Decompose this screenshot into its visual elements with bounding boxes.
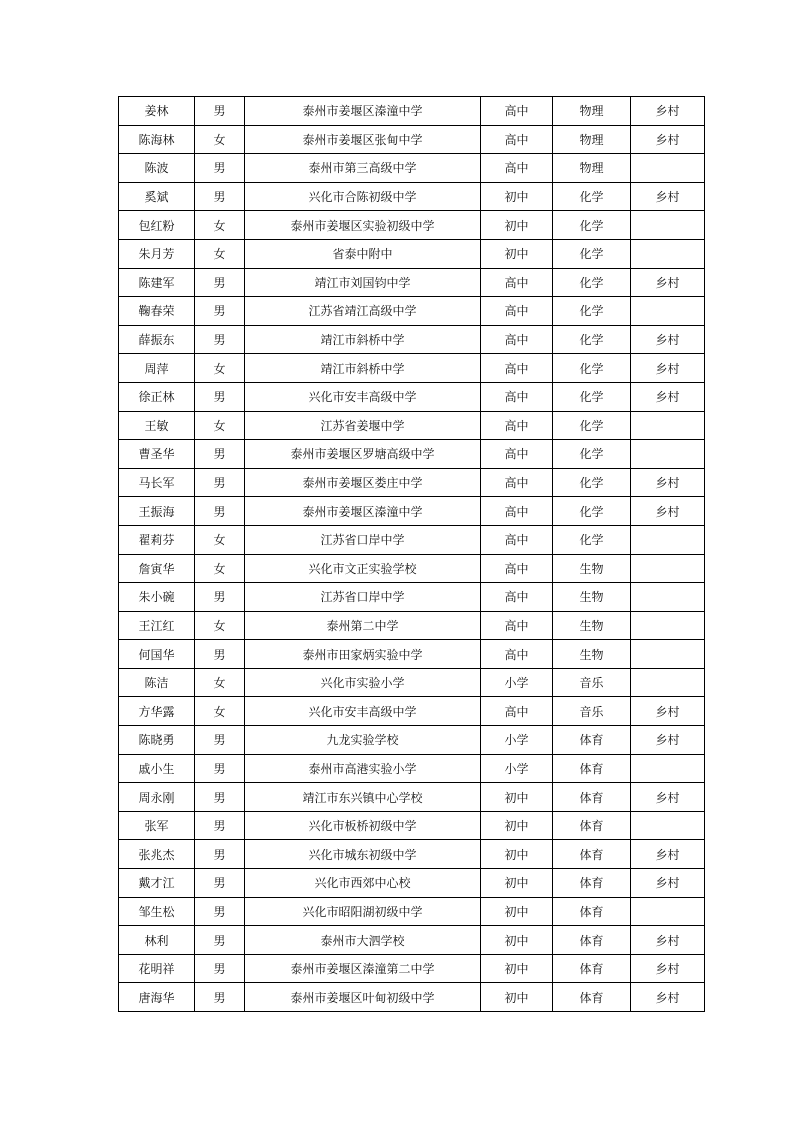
gender-cell: 男 bbox=[195, 297, 245, 326]
teacher-roster-table bbox=[118, 96, 705, 1012]
subject-cell: 物理 bbox=[553, 154, 631, 183]
school-level-cell: 高中 bbox=[481, 525, 553, 554]
gender-cell: 男 bbox=[195, 869, 245, 898]
rural-flag-cell bbox=[631, 668, 705, 697]
rural-flag-cell bbox=[631, 640, 705, 669]
rural-flag-cell bbox=[631, 411, 705, 440]
subject-cell: 化学 bbox=[553, 525, 631, 554]
school-level-cell: 高中 bbox=[481, 468, 553, 497]
subject-cell: 物理 bbox=[553, 125, 631, 154]
school-cell: 泰州市大泗学校 bbox=[245, 926, 481, 955]
teacher-name-cell: 陈晓勇 bbox=[119, 726, 195, 755]
teacher-name-cell: 邹生松 bbox=[119, 897, 195, 926]
table-row bbox=[119, 840, 705, 869]
teacher-name-cell: 曹圣华 bbox=[119, 440, 195, 469]
subject-cell: 体育 bbox=[553, 840, 631, 869]
teacher-name-cell: 张兆杰 bbox=[119, 840, 195, 869]
table-row bbox=[119, 468, 705, 497]
gender-cell: 女 bbox=[195, 211, 245, 240]
school-level-cell: 初中 bbox=[481, 926, 553, 955]
school-cell: 泰州市姜堰区溱潼第二中学 bbox=[245, 954, 481, 983]
school-cell: 兴化市板桥初级中学 bbox=[245, 811, 481, 840]
rural-flag-cell: 乡村 bbox=[631, 726, 705, 755]
teacher-name-cell: 詹寅华 bbox=[119, 554, 195, 583]
teacher-name-cell: 陈波 bbox=[119, 154, 195, 183]
school-cell: 兴化市昭阳湖初级中学 bbox=[245, 897, 481, 926]
subject-cell: 体育 bbox=[553, 926, 631, 955]
school-cell: 江苏省姜堰中学 bbox=[245, 411, 481, 440]
teacher-name-cell: 张军 bbox=[119, 811, 195, 840]
gender-cell: 男 bbox=[195, 468, 245, 497]
gender-cell: 男 bbox=[195, 268, 245, 297]
table-row bbox=[119, 268, 705, 297]
rural-flag-cell: 乡村 bbox=[631, 268, 705, 297]
table-row bbox=[119, 497, 705, 526]
school-level-cell: 高中 bbox=[481, 382, 553, 411]
rural-flag-cell: 乡村 bbox=[631, 840, 705, 869]
teacher-name-cell: 翟莉芬 bbox=[119, 525, 195, 554]
gender-cell: 男 bbox=[195, 440, 245, 469]
gender-cell: 男 bbox=[195, 754, 245, 783]
gender-cell: 男 bbox=[195, 325, 245, 354]
table-row bbox=[119, 211, 705, 240]
rural-flag-cell bbox=[631, 554, 705, 583]
gender-cell: 女 bbox=[195, 354, 245, 383]
rural-flag-cell bbox=[631, 211, 705, 240]
school-level-cell: 小学 bbox=[481, 668, 553, 697]
school-cell: 靖江市斜桥中学 bbox=[245, 354, 481, 383]
teacher-name-cell: 王敏 bbox=[119, 411, 195, 440]
school-level-cell: 高中 bbox=[481, 325, 553, 354]
subject-cell: 化学 bbox=[553, 354, 631, 383]
gender-cell: 男 bbox=[195, 926, 245, 955]
teacher-name-cell: 周永刚 bbox=[119, 783, 195, 812]
teacher-name-cell: 方华露 bbox=[119, 697, 195, 726]
rural-flag-cell: 乡村 bbox=[631, 382, 705, 411]
school-cell: 省泰中附中 bbox=[245, 239, 481, 268]
rural-flag-cell: 乡村 bbox=[631, 869, 705, 898]
subject-cell: 体育 bbox=[553, 811, 631, 840]
teacher-name-cell: 马长军 bbox=[119, 468, 195, 497]
rural-flag-cell: 乡村 bbox=[631, 926, 705, 955]
school-level-cell: 初中 bbox=[481, 783, 553, 812]
school-cell: 泰州市姜堰区溱潼中学 bbox=[245, 497, 481, 526]
school-cell: 靖江市刘国钧中学 bbox=[245, 268, 481, 297]
teacher-name-cell: 陈建军 bbox=[119, 268, 195, 297]
school-cell: 泰州市姜堰区溱潼中学 bbox=[245, 97, 481, 126]
school-cell: 泰州市姜堰区实验初级中学 bbox=[245, 211, 481, 240]
rural-flag-cell bbox=[631, 811, 705, 840]
school-level-cell: 高中 bbox=[481, 297, 553, 326]
subject-cell: 化学 bbox=[553, 440, 631, 469]
school-level-cell: 初中 bbox=[481, 811, 553, 840]
gender-cell: 男 bbox=[195, 954, 245, 983]
teacher-name-cell: 戴才江 bbox=[119, 869, 195, 898]
gender-cell: 男 bbox=[195, 154, 245, 183]
school-cell: 泰州市田家炳实验中学 bbox=[245, 640, 481, 669]
subject-cell: 体育 bbox=[553, 869, 631, 898]
table-row bbox=[119, 611, 705, 640]
rural-flag-cell: 乡村 bbox=[631, 697, 705, 726]
subject-cell: 化学 bbox=[553, 268, 631, 297]
rural-flag-cell: 乡村 bbox=[631, 325, 705, 354]
rural-flag-cell bbox=[631, 611, 705, 640]
subject-cell: 化学 bbox=[553, 411, 631, 440]
subject-cell: 生物 bbox=[553, 583, 631, 612]
school-level-cell: 高中 bbox=[481, 640, 553, 669]
teacher-name-cell: 唐海华 bbox=[119, 983, 195, 1012]
rural-flag-cell: 乡村 bbox=[631, 354, 705, 383]
subject-cell: 化学 bbox=[553, 182, 631, 211]
subject-cell: 生物 bbox=[553, 640, 631, 669]
school-cell: 江苏省靖江高级中学 bbox=[245, 297, 481, 326]
rural-flag-cell: 乡村 bbox=[631, 783, 705, 812]
school-cell: 泰州市姜堰区罗塘高级中学 bbox=[245, 440, 481, 469]
table-row bbox=[119, 583, 705, 612]
gender-cell: 男 bbox=[195, 182, 245, 211]
subject-cell: 物理 bbox=[553, 97, 631, 126]
table-row bbox=[119, 182, 705, 211]
gender-cell: 女 bbox=[195, 554, 245, 583]
school-cell: 兴化市合陈初级中学 bbox=[245, 182, 481, 211]
school-level-cell: 初中 bbox=[481, 211, 553, 240]
school-level-cell: 高中 bbox=[481, 583, 553, 612]
rural-flag-cell: 乡村 bbox=[631, 182, 705, 211]
school-cell: 泰州市姜堰区娄庄中学 bbox=[245, 468, 481, 497]
school-cell: 靖江市东兴镇中心学校 bbox=[245, 783, 481, 812]
table-row bbox=[119, 382, 705, 411]
school-level-cell: 高中 bbox=[481, 97, 553, 126]
gender-cell: 女 bbox=[195, 411, 245, 440]
table-body bbox=[119, 97, 705, 1012]
school-cell: 泰州市姜堰区叶甸初级中学 bbox=[245, 983, 481, 1012]
document-page bbox=[118, 96, 705, 1012]
table-row bbox=[119, 411, 705, 440]
school-level-cell: 高中 bbox=[481, 697, 553, 726]
gender-cell: 男 bbox=[195, 811, 245, 840]
teacher-name-cell: 朱小碗 bbox=[119, 583, 195, 612]
school-level-cell: 高中 bbox=[481, 611, 553, 640]
rural-flag-cell bbox=[631, 525, 705, 554]
gender-cell: 女 bbox=[195, 125, 245, 154]
gender-cell: 男 bbox=[195, 897, 245, 926]
school-level-cell: 初中 bbox=[481, 869, 553, 898]
teacher-name-cell: 戚小生 bbox=[119, 754, 195, 783]
rural-flag-cell bbox=[631, 239, 705, 268]
school-cell: 兴化市实验小学 bbox=[245, 668, 481, 697]
table-row bbox=[119, 97, 705, 126]
gender-cell: 女 bbox=[195, 611, 245, 640]
school-cell: 泰州第二中学 bbox=[245, 611, 481, 640]
school-level-cell: 高中 bbox=[481, 497, 553, 526]
school-cell: 兴化市西郊中心校 bbox=[245, 869, 481, 898]
school-level-cell: 高中 bbox=[481, 154, 553, 183]
school-cell: 兴化市文正实验学校 bbox=[245, 554, 481, 583]
gender-cell: 女 bbox=[195, 525, 245, 554]
subject-cell: 体育 bbox=[553, 754, 631, 783]
school-cell: 江苏省口岸中学 bbox=[245, 525, 481, 554]
subject-cell: 音乐 bbox=[553, 697, 631, 726]
teacher-name-cell: 花明祥 bbox=[119, 954, 195, 983]
subject-cell: 生物 bbox=[553, 554, 631, 583]
subject-cell: 体育 bbox=[553, 954, 631, 983]
school-level-cell: 初中 bbox=[481, 239, 553, 268]
table-row bbox=[119, 640, 705, 669]
gender-cell: 男 bbox=[195, 583, 245, 612]
subject-cell: 化学 bbox=[553, 211, 631, 240]
school-level-cell: 小学 bbox=[481, 754, 553, 783]
gender-cell: 女 bbox=[195, 239, 245, 268]
table-row bbox=[119, 354, 705, 383]
subject-cell: 音乐 bbox=[553, 668, 631, 697]
table-row bbox=[119, 325, 705, 354]
teacher-name-cell: 王振海 bbox=[119, 497, 195, 526]
rural-flag-cell: 乡村 bbox=[631, 497, 705, 526]
gender-cell: 男 bbox=[195, 497, 245, 526]
gender-cell: 男 bbox=[195, 97, 245, 126]
rural-flag-cell: 乡村 bbox=[631, 97, 705, 126]
table-row bbox=[119, 554, 705, 583]
teacher-name-cell: 姜林 bbox=[119, 97, 195, 126]
school-level-cell: 高中 bbox=[481, 354, 553, 383]
table-row bbox=[119, 697, 705, 726]
teacher-name-cell: 何国华 bbox=[119, 640, 195, 669]
teacher-name-cell: 王江红 bbox=[119, 611, 195, 640]
table-row bbox=[119, 154, 705, 183]
school-level-cell: 初中 bbox=[481, 840, 553, 869]
table-row bbox=[119, 811, 705, 840]
table-row bbox=[119, 983, 705, 1012]
subject-cell: 化学 bbox=[553, 468, 631, 497]
gender-cell: 男 bbox=[195, 726, 245, 755]
table-row bbox=[119, 754, 705, 783]
rural-flag-cell: 乡村 bbox=[631, 125, 705, 154]
gender-cell: 男 bbox=[195, 840, 245, 869]
subject-cell: 体育 bbox=[553, 726, 631, 755]
teacher-name-cell: 包红粉 bbox=[119, 211, 195, 240]
school-cell: 江苏省口岸中学 bbox=[245, 583, 481, 612]
gender-cell: 男 bbox=[195, 382, 245, 411]
teacher-name-cell: 朱月芳 bbox=[119, 239, 195, 268]
gender-cell: 男 bbox=[195, 640, 245, 669]
school-cell: 兴化市城东初级中学 bbox=[245, 840, 481, 869]
table-row bbox=[119, 668, 705, 697]
teacher-name-cell: 陈海林 bbox=[119, 125, 195, 154]
teacher-name-cell: 奚斌 bbox=[119, 182, 195, 211]
subject-cell: 体育 bbox=[553, 897, 631, 926]
school-level-cell: 高中 bbox=[481, 554, 553, 583]
school-level-cell: 高中 bbox=[481, 411, 553, 440]
school-level-cell: 初中 bbox=[481, 897, 553, 926]
rural-flag-cell bbox=[631, 583, 705, 612]
table-row bbox=[119, 926, 705, 955]
school-level-cell: 初中 bbox=[481, 983, 553, 1012]
table-row bbox=[119, 869, 705, 898]
teacher-name-cell: 徐正林 bbox=[119, 382, 195, 411]
school-level-cell: 初中 bbox=[481, 954, 553, 983]
rural-flag-cell: 乡村 bbox=[631, 468, 705, 497]
gender-cell: 男 bbox=[195, 983, 245, 1012]
teacher-name-cell: 薛振东 bbox=[119, 325, 195, 354]
school-level-cell: 初中 bbox=[481, 182, 553, 211]
table-row bbox=[119, 297, 705, 326]
subject-cell: 化学 bbox=[553, 325, 631, 354]
subject-cell: 化学 bbox=[553, 382, 631, 411]
table-row bbox=[119, 954, 705, 983]
subject-cell: 体育 bbox=[553, 983, 631, 1012]
gender-cell: 女 bbox=[195, 697, 245, 726]
table-row bbox=[119, 897, 705, 926]
teacher-name-cell: 陈洁 bbox=[119, 668, 195, 697]
gender-cell: 男 bbox=[195, 783, 245, 812]
table-row bbox=[119, 440, 705, 469]
school-level-cell: 高中 bbox=[481, 125, 553, 154]
school-cell: 九龙实验学校 bbox=[245, 726, 481, 755]
rural-flag-cell bbox=[631, 154, 705, 183]
subject-cell: 体育 bbox=[553, 783, 631, 812]
gender-cell: 女 bbox=[195, 668, 245, 697]
teacher-name-cell: 鞠春荣 bbox=[119, 297, 195, 326]
rural-flag-cell: 乡村 bbox=[631, 954, 705, 983]
subject-cell: 化学 bbox=[553, 239, 631, 268]
school-cell: 兴化市安丰高级中学 bbox=[245, 382, 481, 411]
subject-cell: 生物 bbox=[553, 611, 631, 640]
school-level-cell: 小学 bbox=[481, 726, 553, 755]
rural-flag-cell bbox=[631, 297, 705, 326]
rural-flag-cell bbox=[631, 754, 705, 783]
table-row bbox=[119, 783, 705, 812]
subject-cell: 化学 bbox=[553, 297, 631, 326]
rural-flag-cell bbox=[631, 897, 705, 926]
school-level-cell: 高中 bbox=[481, 440, 553, 469]
teacher-name-cell: 林利 bbox=[119, 926, 195, 955]
school-cell: 兴化市安丰高级中学 bbox=[245, 697, 481, 726]
rural-flag-cell bbox=[631, 440, 705, 469]
teacher-name-cell: 周萍 bbox=[119, 354, 195, 383]
school-level-cell: 高中 bbox=[481, 268, 553, 297]
subject-cell: 化学 bbox=[553, 497, 631, 526]
school-cell: 泰州市第三高级中学 bbox=[245, 154, 481, 183]
school-cell: 泰州市姜堰区张甸中学 bbox=[245, 125, 481, 154]
table-row bbox=[119, 239, 705, 268]
table-row bbox=[119, 125, 705, 154]
school-cell: 泰州市高港实验小学 bbox=[245, 754, 481, 783]
rural-flag-cell: 乡村 bbox=[631, 983, 705, 1012]
table-row bbox=[119, 525, 705, 554]
school-cell: 靖江市斜桥中学 bbox=[245, 325, 481, 354]
table-row bbox=[119, 726, 705, 755]
